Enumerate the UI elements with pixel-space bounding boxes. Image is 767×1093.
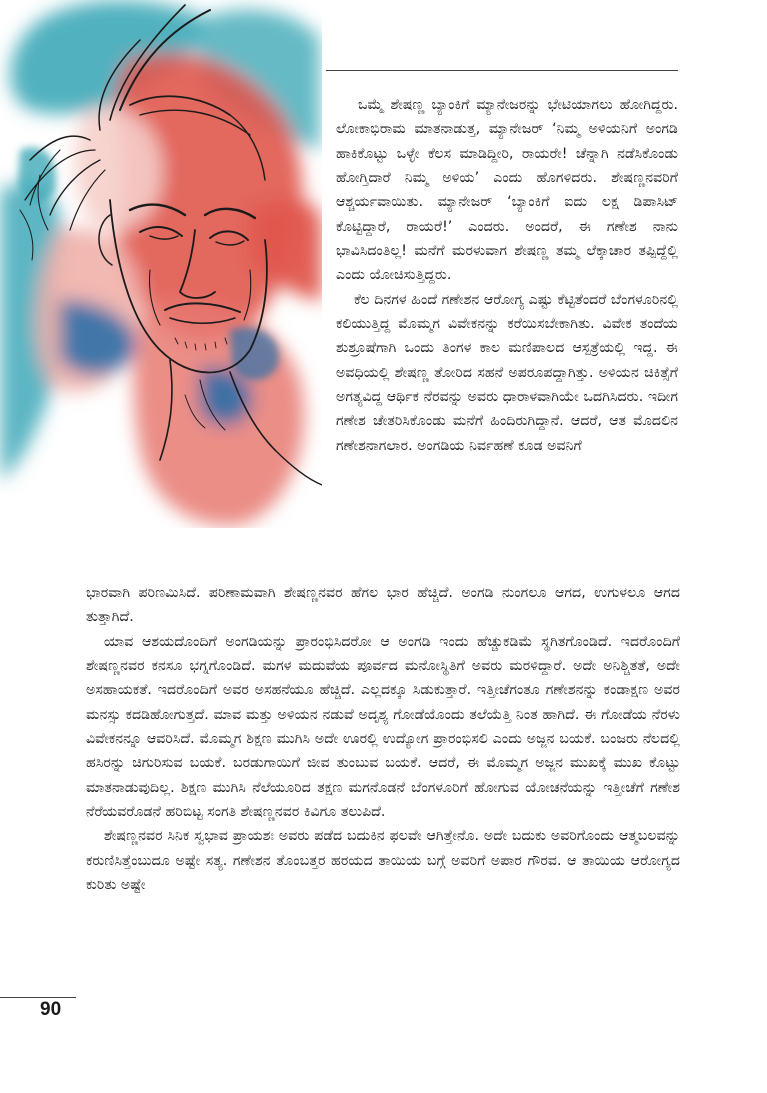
paragraph: ಯಾವ ಆಶಯದೊಂದಿಗೆ ಅಂಗಡಿಯನ್ನು ಪ್ರಾರಂಭಿಸಿದರೋ ಆ ಅಂಗಡಿ ಇಂದು ಹೆಚ್ಚುಕಡಿಮೆ ಸ್ಥಗಿತಗೊಂಡಿದೆ. ಇದರೊಂದಿಗೆ ಶೇಷಣ್ಣನವರ ಕನಸೂ ಭಗ್ನಗೊಂಡಿದೆ. ಮಗಳ ಮದುವೆಯ ಪೂರ್ವದ ಮನೋಸ್ಥಿತಿಗೆ ಅವರು ಮರಳಿದ್ದಾರೆ. ಅದೇ ಅನಿಶ್ಚಿತತೆ, ಅದೇ ಅಸಹಾಯಕತೆ. ಇದರೊಂದಿಗೆ ಅವರ ಅಸಹನೆಯೂ ಹೆಚ್ಚಿದೆ. ಎಲ್ಲದಕ್ಕೂ ಸಿಡುಕುತ್ತಾರೆ. ಇತ್ತೀಚೆಗಂತೂ ಗಣೇಶನನ್ನು ಕಂಡಾಕ್ಷಣ ಅವರ ಮನಸ್ಸು ಕದಡಿಹೋಗುತ್ತದೆ. ಮಾವ ಮತ್ತು ಅಳಿಯನ ನಡುವೆ ಅದೃಶ್ಯ ಗೋಡೆಯೊಂದು ತಲೆಯೆತ್ತಿ ನಿಂತ ಹಾಗಿದೆ. ಈ ಗೋಡೆಯ ನೆರಳು ವಿವೇಕನನ್ನೂ ಆವರಿಸಿದೆ. ಮೊಮ್ಮಗ ಶಿಕ್ಷಣ ಮುಗಿಸಿ ಅದೇ ಊರಲ್ಲಿ ಉದ್ಯೋಗ ಪ್ರಾರಂಭಿಸಲಿ ಎಂದು ಅಜ್ಜನ ಬಯಕೆ. ಬಂಜರು ನೆಲದಲ್ಲಿ ಹಸಿರನ್ನು ಚಿಗುರಿಸುವ ಬಯಕೆ. ಬರಡುಗಾಯಿಗೆ ಜೀವ ತುಂಬುವ ಬಯಕೆ. ಆದರೆ, ಈ ಮೊಮ್ಮಗ ಅಜ್ಜನ ಮುಖಕ್ಕೆ ಮುಖ ಕೊಟ್ಟು ಮಾತನಾಡುವುದಿಲ್ಲ. ಶಿಕ್ಷಣ ಮುಗಿಸಿ ನೆಲೆಯೂರಿದ ತಕ್ಷಣ ಮಗನೊಡನೆ ಬೆಂಗಳೂರಿಗೆ ಹೋಗುವ ಯೋಚನೆಯನ್ನು ಇತ್ತೀಚೆಗೆ ಗಣೇಶ ನೆರೆಯವರೊಡನೆ ಹರಿಬಿಟ್ಟ ಸಂಗತಿ ಶೇಷಣ್ಣನವರ ಕಿವಿಗೂ ತಲುಪಿದೆ. bbox=[86, 633, 680, 821]
paragraph-continuation: ಭಾರವಾಗಿ ಪರಿಣಮಿಸಿದೆ. ಪರಿಣಾಮವಾಗಿ ಶೇಷಣ್ಣನವರ ಹೆಗಲ ಭಾರ ಹೆಚ್ಚಿದೆ. ಅಂಗಡಿ ನುಂಗಲೂ ಆಗದ, ಉಗುಳಲೂ ಆಗದ ತುತ್ತಾಗಿದೆ. bbox=[86, 585, 680, 626]
story-illustration bbox=[0, 0, 322, 528]
paragraph: ಶೇಷಣ್ಣನವರ ಸಿನಿಕ ಸ್ವಭಾವ ಪ್ರಾಯಶಃ ಅವರು ಪಡೆದ ಬದುಕಿನ ಫಲವೇ ಆಗಿತ್ತೇನೊ. ಅದೇ ಬದುಕು ಅವರಿಗೊಂದು ಆತ್ಮಬಲವನ್ನು ಕರುಣಿಸಿತ್ತೆಂಬುದೂ ಅಷ್ಟೇ ಸತ್ಯ. ಗಣೇಶನ ತೊಂಬತ್ತರ ಹರಯದ ತಾಯಿಯ ಬಗ್ಗೆ ಅವರಿಗೆ ಅಪಾರ ಗೌರವ. ಆ ತಾಯಿಯ ಆರೋಗ್ಯದ ಕುರಿತು ಅಷ್ಟೇ bbox=[86, 828, 680, 894]
paragraph: ಒಮ್ಮೆ ಶೇಷಣ್ಣ ಬ್ಯಾಂಕಿಗೆ ಮ್ಯಾನೇಜರನ್ನು ಭೇಟಿಯಾಗಲು ಹೋಗಿದ್ದರು. ಲೋಕಾಭಿರಾಮ ಮಾತನಾಡುತ್ತ, ಮ್ಯಾನೇಜರ್ ‘ನಿಮ್ಮ ಅಳಿಯನಿಗೆ ಅಂಗಡಿ ಹಾಕಿಕೊಟ್ಟು ಒಳ್ಳೇ ಕೆಲಸ ಮಾಡಿದ್ದೀರಿ, ರಾಯರೇ! ಚೆನ್ನಾಗಿ ನಡೆಸಿಕೊಂಡು ಹೋಗ್ತಿದಾರೆ ನಿಮ್ಮ ಅಳಿಯ’ ಎಂದು ಹೊಗಳಿದರು. ಶೇಷಣ್ಣನವರಿಗೆ ಆಶ್ಚರ್ಯವಾಯಿತು. ಮ್ಯಾನೇಜರ್ ‘ಬ್ಯಾಂಕಿಗೆ ಐದು ಲಕ್ಷ ಡಿಪಾಸಿಟ್ ಕೊಟ್ಟಿದ್ದಾರೆ, ರಾಯರೆ!’ ಎಂದರು. ಅಂದರೆ, ಈ ಗಣೇಶ ನಾನು ಭಾವಿಸಿದಂತಿಲ್ಲ! ಮನೆಗೆ ಮರಳುವಾಗ ಶೇಷಣ್ಣ ತಮ್ಮ ಲೆಕ್ಕಾಚಾರ ತಪ್ಪಿದ್ದೆಲ್ಲಿ ಎಂದು ಯೋಚಿಸುತ್ತಿದ್ದರು. bbox=[336, 97, 678, 284]
page-number: 90 bbox=[40, 999, 62, 1020]
article-column bbox=[336, 93, 678, 458]
article-body bbox=[86, 581, 680, 897]
top-divider bbox=[326, 70, 678, 71]
footer-divider bbox=[0, 997, 76, 998]
paragraph: ಕೆಲ ದಿನಗಳ ಹಿಂದೆ ಗಣೇಶನ ಆರೋಗ್ಯ ಎಷ್ಟು ಕೆಟ್ಟಿತೆಂದರೆ ಬೆಂಗಳೂರಿನಲ್ಲಿ ಕಲಿಯುತ್ತಿದ್ದ ಮೊಮ್ಮಗ ವಿವೇಕನನ್ನು ಕರೆಯಿಸಬೇಕಾಗಿತು. ವಿವೇಕ ತಂದೆಯ ಶುಶ್ರೂಷೆಗಾಗಿ ಒಂದು ತಿಂಗಳ ಕಾಲ ಮಣಿಪಾಲದ ಆಸ್ಪತ್ರೆಯಲ್ಲಿ ಇದ್ದ. ಈ ಅವಧಿಯಲ್ಲಿ ಶೇಷಣ್ಣ ತೋರಿದ ಸಹನೆ ಅಪರೂಪದ್ದಾಗಿತ್ತು. ಅಳಿಯನ ಚಿಕಿತ್ಸೆಗೆ ಅಗತ್ಯವಿದ್ದ ಆರ್ಥಿಕ ನೆರವನ್ನು ಅವರು ಧಾರಾಳವಾಗಿಯೇ ಒದಗಿಸಿದರು. ಇದೀಗ ಗಣೇಶ ಚೇತರಿಸಿಕೊಂಡು ಮನೆಗೆ ಹಿಂದಿರುಗಿದ್ದಾನೆ. ಆದರೆ, ಆತ ಮೊದಲಿನ ಗಣೇಶನಾಗಲಾರ. ಅಂಗಡಿಯ ನಿರ್ವಹಣೆ ಕೂಡ ಅವನಿಗೆ bbox=[336, 291, 678, 454]
portrait-sketch-icon bbox=[0, 0, 322, 528]
